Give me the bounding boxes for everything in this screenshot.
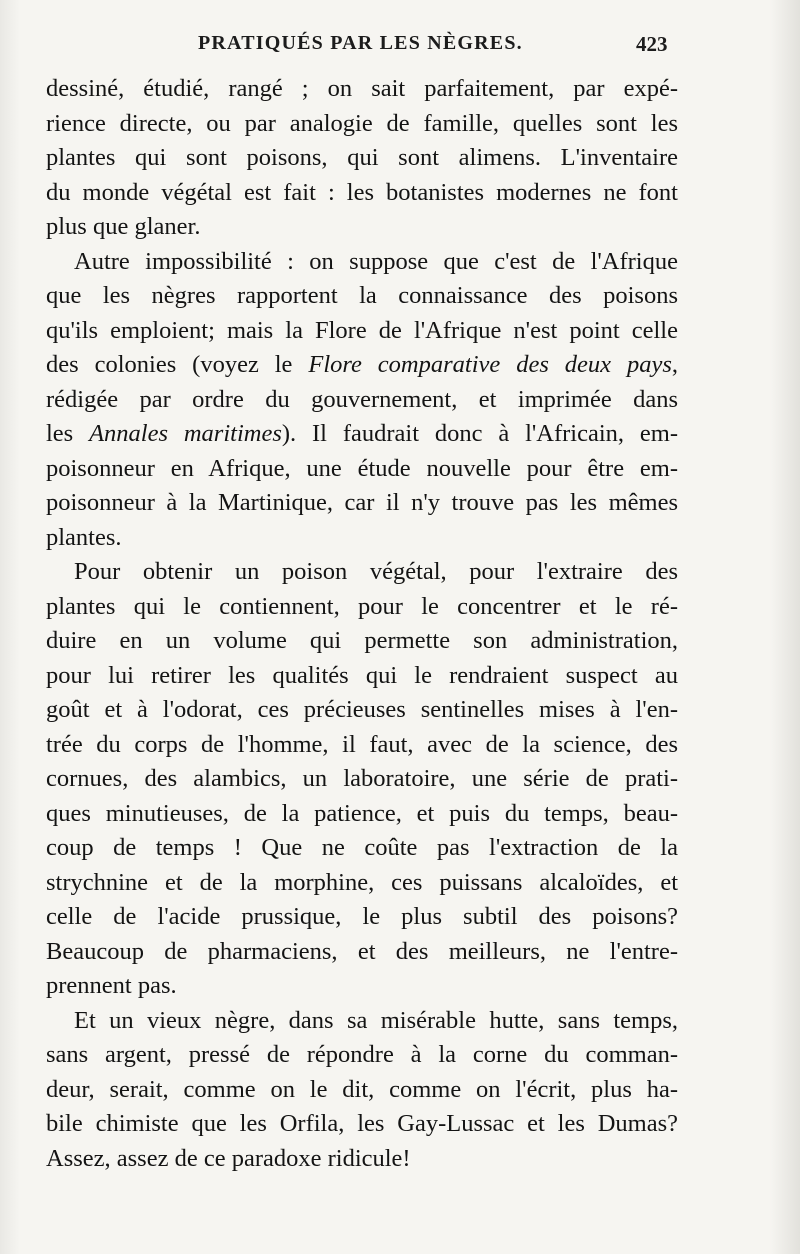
- text-line: dessiné, étudié, rangé ; on sait parfaitement, par expé-: [46, 75, 678, 102]
- page-header: [0, 32, 800, 72]
- text-line: rience directe, ou par analogie de famille, quelles sont les: [46, 109, 678, 137]
- text-line: les Annales maritimes). Il faudrait donc à l'Africain, em-: [46, 420, 678, 447]
- text-line: rédigée par ordre du gouvernement, et imprimée dans: [46, 385, 678, 413]
- text-line: goût et à l'odorat, ces précieuses sentinelles mises à l'en-: [46, 696, 678, 723]
- text-line: bile chimiste que les Orfila, les Gay-Lussac et les Dumas?: [46, 1110, 678, 1137]
- text-line: Pour obtenir un poison végétal, pour l'extraire des: [74, 558, 678, 585]
- text-line: plantes.: [46, 523, 122, 551]
- text-line: cornues, des alambics, un laboratoire, une série de prati-: [46, 765, 678, 792]
- text-line: que les nègres rapportent la connaissance des poisons: [46, 282, 678, 309]
- page-number: 423: [636, 32, 668, 56]
- text-line: strychnine et de la morphine, ces puissans alcaloïdes, et: [46, 868, 678, 896]
- text-line: prennent pas.: [46, 972, 177, 999]
- text-line: Et un vieux nègre, dans sa misérable hutte, sans temps,: [74, 1006, 678, 1034]
- text-line: Autre impossibilité : on suppose que c'est de l'Afrique: [74, 247, 678, 275]
- text-line: Beaucoup de pharmaciens, et des meilleurs, ne l'entre-: [46, 937, 678, 965]
- text-line: plantes qui sont poisons, qui sont alimens. L'inventaire: [46, 144, 678, 171]
- running-head: PRATIQUÉS PAR LES NÈGRES.: [198, 32, 523, 54]
- paragraph: [46, 72, 678, 245]
- text-line: du monde végétal est fait : les botanistes modernes ne font: [46, 178, 678, 206]
- text-line: des colonies (voyez le Flore comparative des deux pays,: [46, 351, 678, 378]
- paragraph: [46, 555, 678, 1004]
- text-line: Assez, assez de ce paradoxe ridicule!: [46, 1144, 411, 1172]
- text-line: qu'ils emploient; mais la Flore de l'Afrique n'est point celle: [46, 316, 678, 344]
- paragraph: [46, 245, 678, 556]
- text-line: plus que glaner.: [46, 213, 201, 240]
- text-line: plantes qui le contiennent, pour le concentrer et le ré-: [46, 592, 678, 620]
- text-line: pour lui retirer les qualités qui le rendraient suspect au: [46, 661, 678, 689]
- text-line: deur, serait, comme on le dit, comme on l'écrit, plus ha-: [46, 1075, 678, 1103]
- text-line: poisonneur à la Martinique, car il n'y trouve pas les mêmes: [46, 489, 678, 516]
- text-line: poisonneur en Afrique, une étude nouvelle pour être em-: [46, 454, 678, 482]
- text-line: duire en un volume qui permette son administration,: [46, 627, 678, 654]
- text-line: celle de l'acide prussique, le plus subtil des poisons?: [46, 903, 678, 930]
- text-line: ques minutieuses, de la patience, et puis du temps, beau-: [46, 799, 678, 827]
- text-line: sans argent, pressé de répondre à la corne du comman-: [46, 1041, 678, 1068]
- paragraph: [46, 1004, 678, 1177]
- text-line: trée du corps de l'homme, il faut, avec de la science, des: [46, 730, 678, 758]
- body-text: [46, 72, 678, 1176]
- text-line: coup de temps ! Que ne coûte pas l'extraction de la: [46, 834, 678, 861]
